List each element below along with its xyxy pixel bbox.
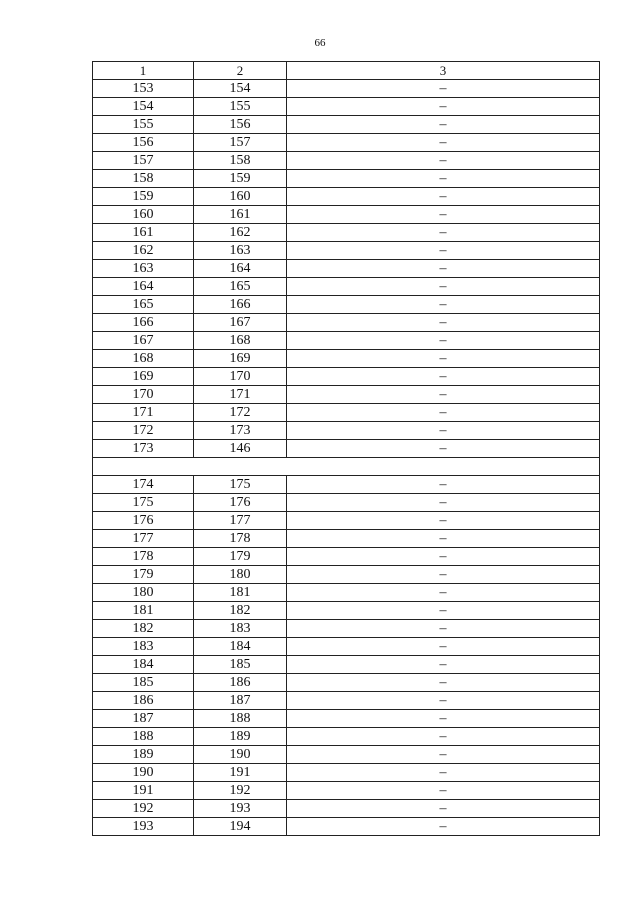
table-row	[93, 170, 600, 188]
table-cell-col2: 193	[194, 800, 287, 818]
table-cell-col1: 174	[93, 476, 194, 494]
table-cell-col3: –	[287, 602, 600, 620]
table-cell-col3: –	[287, 332, 600, 350]
table-cell-col3: –	[287, 80, 600, 98]
table-cell-col2: 178	[194, 530, 287, 548]
table-cell-col3: –	[287, 116, 600, 134]
table-cell-col2: 172	[194, 404, 287, 422]
table-cell-col2: 154	[194, 80, 287, 98]
table-cell-col2: 175	[194, 476, 287, 494]
table-row	[93, 386, 600, 404]
table-cell-col2: 168	[194, 332, 287, 350]
table-cell-col1: 182	[93, 620, 194, 638]
table-cell-col3: –	[287, 512, 600, 530]
table-cell-col3: –	[287, 152, 600, 170]
table-row	[93, 494, 600, 512]
table-cell-col1: 156	[93, 134, 194, 152]
table-cell-col3: –	[287, 692, 600, 710]
table-cell-col1: 161	[93, 224, 194, 242]
table-cell-col1: 155	[93, 116, 194, 134]
column-header-2: 2	[194, 62, 287, 80]
table-cell-col1: 179	[93, 566, 194, 584]
table-cell-col1: 176	[93, 512, 194, 530]
table-cell-col2: 169	[194, 350, 287, 368]
table-row	[93, 620, 600, 638]
table-cell-col2: 177	[194, 512, 287, 530]
table-cell-col2: 155	[194, 98, 287, 116]
table-cell-col2: 184	[194, 638, 287, 656]
table-cell-col1: 165	[93, 296, 194, 314]
data-table	[92, 61, 600, 836]
table-cell-col3: –	[287, 440, 600, 458]
table-cell-col1: 188	[93, 728, 194, 746]
table-cell-col1: 177	[93, 530, 194, 548]
table-cell-col1: 170	[93, 386, 194, 404]
column-header-3: 3	[287, 62, 600, 80]
table-row	[93, 80, 600, 98]
table-row	[93, 440, 600, 458]
table-cell-col1: 185	[93, 674, 194, 692]
table-row	[93, 116, 600, 134]
table-cell-col2: 179	[194, 548, 287, 566]
table-cell-col3: –	[287, 296, 600, 314]
table-cell-col3: –	[287, 314, 600, 332]
table-cell-col3: –	[287, 134, 600, 152]
table-cell-col2: 165	[194, 278, 287, 296]
table-row	[93, 692, 600, 710]
table-cell-col3: –	[287, 368, 600, 386]
table-row	[93, 710, 600, 728]
table-cell-col3: –	[287, 494, 600, 512]
table-row	[93, 674, 600, 692]
table-cell-col3: –	[287, 188, 600, 206]
table-cell-col1: 180	[93, 584, 194, 602]
table-cell-col3: –	[287, 422, 600, 440]
table-cell-col3: –	[287, 224, 600, 242]
table-cell-col3: –	[287, 170, 600, 188]
table-row	[93, 656, 600, 674]
table-cell-col3: –	[287, 476, 600, 494]
table-row	[93, 476, 600, 494]
table-cell-col1: 186	[93, 692, 194, 710]
table-cell-col2: 159	[194, 170, 287, 188]
table-cell-col3: –	[287, 548, 600, 566]
table-cell-col3: –	[287, 206, 600, 224]
table-cell-col3: –	[287, 620, 600, 638]
table-cell-col1: 189	[93, 746, 194, 764]
table-cell-col2: 189	[194, 728, 287, 746]
table-cell-col1: 166	[93, 314, 194, 332]
table-cell-col3: –	[287, 530, 600, 548]
table-row	[93, 278, 600, 296]
table-cell-col1: 164	[93, 278, 194, 296]
table-row	[93, 152, 600, 170]
table-row	[93, 746, 600, 764]
table-cell-col3: –	[287, 746, 600, 764]
table-cell-col2: 191	[194, 764, 287, 782]
table-row	[93, 422, 600, 440]
table-cell-col3: –	[287, 638, 600, 656]
table-cell-col1: 160	[93, 206, 194, 224]
table-cell-col3: –	[287, 674, 600, 692]
table-cell-col2: 176	[194, 494, 287, 512]
table-row	[93, 242, 600, 260]
table-cell-col3: –	[287, 656, 600, 674]
table-cell-col1: 158	[93, 170, 194, 188]
table-cell-col1: 172	[93, 422, 194, 440]
table-cell-col1: 168	[93, 350, 194, 368]
table-cell-col2: 170	[194, 368, 287, 386]
table-row	[93, 548, 600, 566]
table-row	[93, 368, 600, 386]
table-cell-col2: 181	[194, 584, 287, 602]
table-cell-col1: 169	[93, 368, 194, 386]
table-cell-col1: 187	[93, 710, 194, 728]
table-cell-col1: 167	[93, 332, 194, 350]
table-row	[93, 638, 600, 656]
table-cell-col1: 178	[93, 548, 194, 566]
table-row	[93, 206, 600, 224]
table-row	[93, 332, 600, 350]
table-cell-col3: –	[287, 98, 600, 116]
table-cell-col2: 160	[194, 188, 287, 206]
table-cell-col1: 191	[93, 782, 194, 800]
table-cell-col2: 163	[194, 242, 287, 260]
table-cell-col3: –	[287, 728, 600, 746]
table-row	[93, 404, 600, 422]
table-row	[93, 512, 600, 530]
table-cell-col1: 162	[93, 242, 194, 260]
table-cell-col2: 146	[194, 440, 287, 458]
table-separator-row	[93, 458, 600, 476]
table-cell-col1: 190	[93, 764, 194, 782]
column-header-1: 1	[93, 62, 194, 80]
table-cell-col2: 182	[194, 602, 287, 620]
table-cell-col2: 157	[194, 134, 287, 152]
table-cell-col1: 154	[93, 98, 194, 116]
table-row	[93, 224, 600, 242]
table-row	[93, 566, 600, 584]
table-cell-col3: –	[287, 242, 600, 260]
table-cell-col2: 194	[194, 818, 287, 836]
table-cell-col2: 158	[194, 152, 287, 170]
table-row	[93, 296, 600, 314]
table-cell-col1: 157	[93, 152, 194, 170]
table-cell-col3: –	[287, 710, 600, 728]
table-cell-col2: 162	[194, 224, 287, 242]
table-cell-col1: 193	[93, 818, 194, 836]
table-cell-col1: 175	[93, 494, 194, 512]
table-cell-col1: 159	[93, 188, 194, 206]
table-cell-col3: –	[287, 278, 600, 296]
table-row	[93, 350, 600, 368]
table-cell-col1: 163	[93, 260, 194, 278]
table-cell-col2: 183	[194, 620, 287, 638]
table-cell-col2: 161	[194, 206, 287, 224]
table-cell-col1: 181	[93, 602, 194, 620]
table-row	[93, 800, 600, 818]
table-cell-col1: 171	[93, 404, 194, 422]
table-cell-col1: 153	[93, 80, 194, 98]
table-cell-col2: 173	[194, 422, 287, 440]
table-row	[93, 98, 600, 116]
table-cell-col2: 156	[194, 116, 287, 134]
table-cell-col2: 190	[194, 746, 287, 764]
separator-cell	[93, 458, 600, 476]
table-body	[93, 80, 600, 836]
table-cell-col2: 185	[194, 656, 287, 674]
table-cell-col2: 187	[194, 692, 287, 710]
table-cell-col1: 173	[93, 440, 194, 458]
table-row	[93, 764, 600, 782]
table-cell-col3: –	[287, 404, 600, 422]
table-cell-col2: 180	[194, 566, 287, 584]
table-cell-col3: –	[287, 566, 600, 584]
table-row	[93, 314, 600, 332]
table-cell-col3: –	[287, 350, 600, 368]
table-cell-col2: 164	[194, 260, 287, 278]
table-cell-col2: 188	[194, 710, 287, 728]
table-cell-col2: 166	[194, 296, 287, 314]
table-cell-col3: –	[287, 386, 600, 404]
table-cell-col2: 186	[194, 674, 287, 692]
table-cell-col3: –	[287, 260, 600, 278]
table-cell-col1: 184	[93, 656, 194, 674]
table-row	[93, 818, 600, 836]
table-row	[93, 188, 600, 206]
table-header-row	[93, 62, 600, 80]
table-cell-col2: 192	[194, 782, 287, 800]
table-cell-col2: 171	[194, 386, 287, 404]
table-row	[93, 134, 600, 152]
table-cell-col1: 183	[93, 638, 194, 656]
table-cell-col3: –	[287, 584, 600, 602]
table-row	[93, 782, 600, 800]
table-row	[93, 584, 600, 602]
table-cell-col1: 192	[93, 800, 194, 818]
table-cell-col3: –	[287, 782, 600, 800]
table-cell-col3: –	[287, 800, 600, 818]
page-number: 66	[314, 37, 326, 49]
table-cell-col3: –	[287, 818, 600, 836]
table-row	[93, 602, 600, 620]
table-cell-col2: 167	[194, 314, 287, 332]
table-cell-col3: –	[287, 764, 600, 782]
table-row	[93, 260, 600, 278]
table-row	[93, 530, 600, 548]
table-row	[93, 728, 600, 746]
